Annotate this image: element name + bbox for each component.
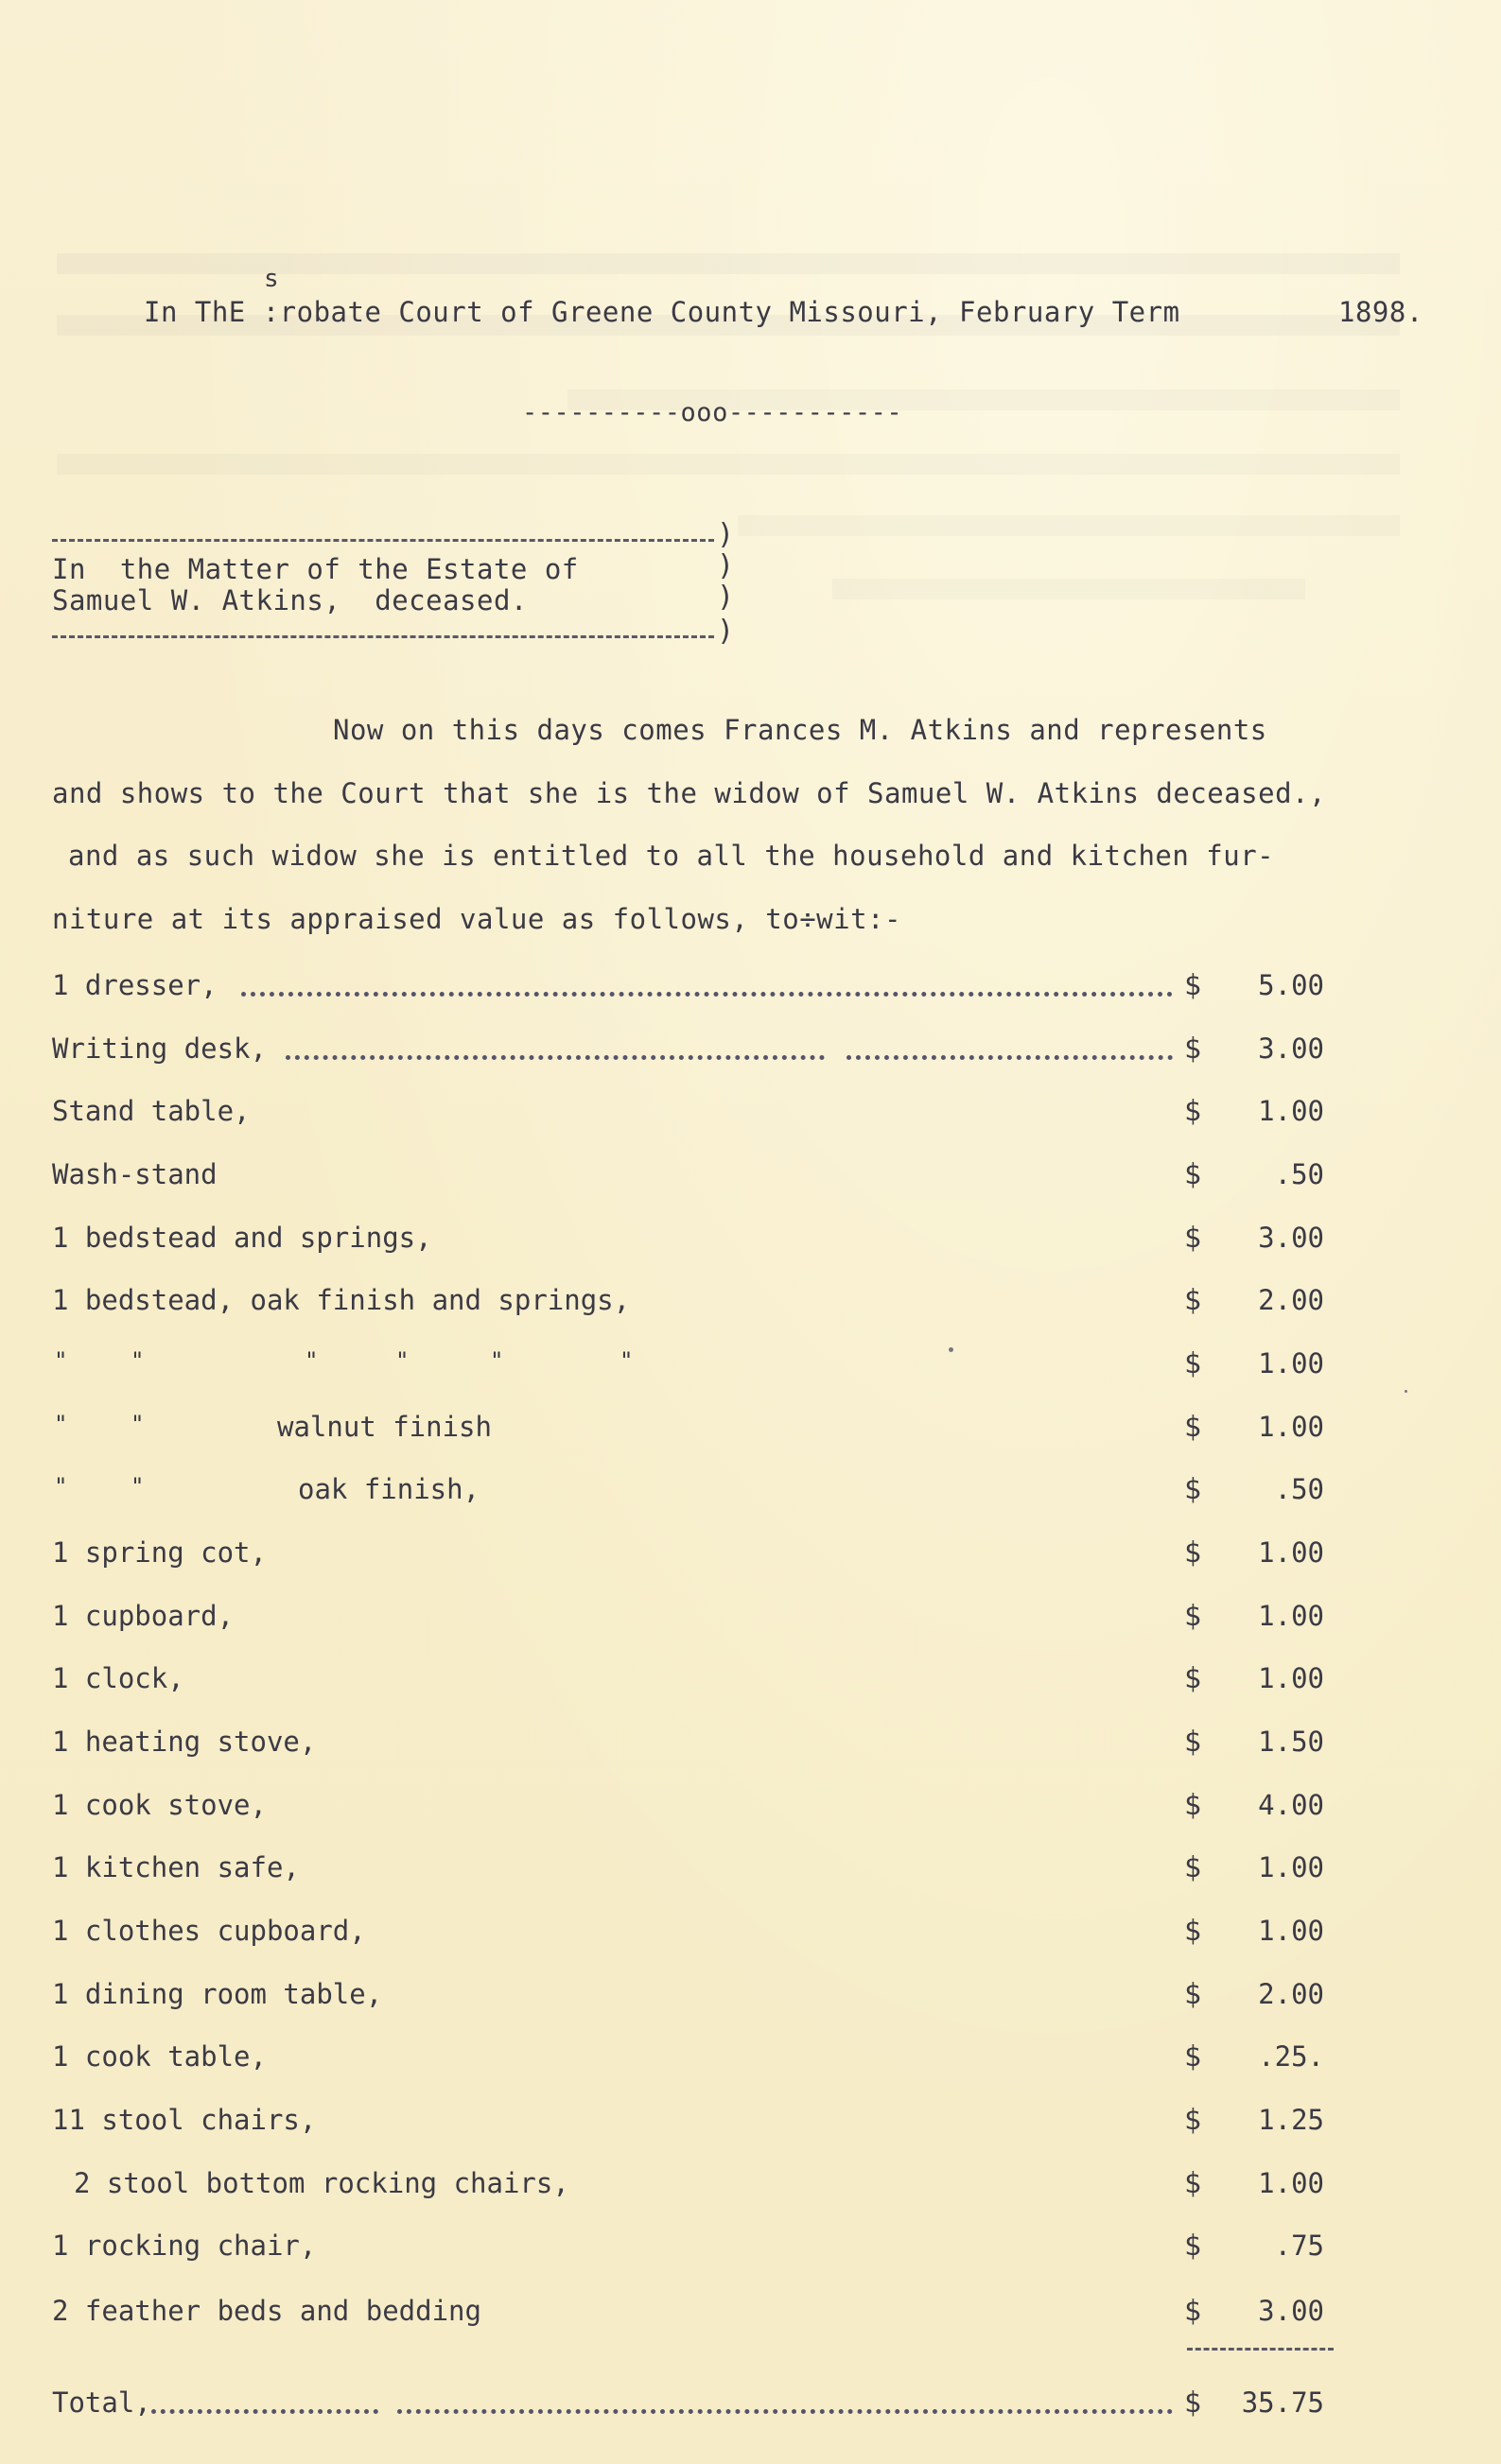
dollar-sign: $: [1184, 1662, 1202, 1695]
item-amount: 1.00: [1258, 1095, 1324, 1127]
caption-bracket: ): [717, 549, 735, 582]
caption-bracket: ): [717, 518, 735, 551]
item-label: 1 dining room table,: [52, 1978, 383, 2010]
caption-bracket: ): [717, 581, 735, 614]
item-amount: 1.25: [1258, 2104, 1324, 2136]
inventory-item: [0, 1600, 1501, 1638]
total-label: Total,: [52, 2386, 151, 2419]
ditto-mark: ": [131, 1347, 145, 1374]
inventory-item: [0, 2104, 1501, 2142]
caption-bracket: ): [717, 615, 735, 648]
stray-mark: s: [264, 265, 280, 293]
item-amount: .75: [1274, 2230, 1324, 2262]
inventory-item: [0, 1915, 1501, 1952]
dollar-sign: $: [1184, 2230, 1202, 2263]
item-amount: .25.: [1258, 2040, 1324, 2073]
ditto-mark: ": [54, 1411, 68, 1437]
dollar-sign: $: [1184, 2386, 1202, 2420]
dollar-sign: $: [1184, 1032, 1202, 1066]
caption-top-rule: [52, 539, 714, 542]
item-amount: 1.00: [1258, 1600, 1324, 1632]
ditto-mark: ": [490, 1347, 504, 1374]
item-label: 1 spring cot,: [52, 1536, 267, 1569]
dollar-sign: $: [1184, 1347, 1202, 1380]
item-amount: .50: [1274, 1158, 1324, 1190]
item-amount: 1.00: [1258, 1851, 1324, 1883]
dollar-sign: $: [1184, 2167, 1202, 2200]
section-separator: ----------ooo-----------: [522, 398, 903, 427]
dollar-sign: $: [1184, 2295, 1202, 2328]
body-line-4: niture at its appraised value as follows, to÷wit:-: [52, 903, 901, 935]
dollar-sign: $: [1184, 1158, 1202, 1191]
inventory-item: [0, 1411, 1501, 1449]
dollar-sign: $: [1184, 1915, 1202, 1948]
item-label: 1 cook table,: [52, 2040, 267, 2073]
dollar-sign: $: [1184, 1095, 1202, 1128]
ditto-mark: ": [131, 1411, 145, 1437]
item-label: 1 bedstead and springs,: [52, 1222, 432, 1254]
dollar-sign: $: [1184, 1978, 1202, 2011]
inventory-item: [0, 1851, 1501, 1889]
dot-leaders: [846, 1042, 1173, 1060]
item-label: 1 bedstead, oak finish and springs,: [52, 1284, 631, 1316]
item-amount: 2.00: [1258, 1978, 1324, 2010]
inventory-item: [0, 1032, 1501, 1070]
inventory-item: [0, 1536, 1501, 1574]
item-label: Writing desk,: [52, 1032, 267, 1065]
bleed-through-line: [832, 579, 1305, 599]
item-label: 1 heating stove,: [52, 1726, 317, 1758]
total-rule: [1187, 2348, 1334, 2351]
item-amount: 1.00: [1258, 1347, 1324, 1379]
ditto-mark: ": [620, 1347, 634, 1374]
dot-leaders: [241, 979, 1173, 997]
ditto-mark: ": [131, 1473, 145, 1500]
bleed-through-line: [738, 515, 1400, 536]
item-label: 1 clock,: [52, 1662, 184, 1694]
inventory-item: [0, 2230, 1501, 2267]
item-amount: 3.00: [1258, 1032, 1324, 1065]
total-row: [0, 2386, 1501, 2424]
inventory-item: [0, 1284, 1501, 1322]
caption-line-1: In the Matter of the Estate of: [52, 553, 579, 585]
item-label: 2 stool bottom rocking chairs,: [74, 2167, 569, 2199]
dollar-sign: $: [1184, 1600, 1202, 1633]
inventory-item: [0, 1978, 1501, 2016]
item-amount: 1.00: [1258, 1411, 1324, 1443]
court-term-year: 1898.: [1338, 296, 1423, 328]
item-amount: .50: [1274, 1473, 1324, 1505]
dot-leaders: [151, 2396, 378, 2414]
item-amount: 1.00: [1258, 2167, 1324, 2199]
body-line-2: and shows to the Court that she is the widow of Samuel W. Atkins deceased.,: [52, 777, 1326, 809]
dollar-sign: $: [1184, 1284, 1202, 1317]
item-label: Stand table,: [52, 1095, 251, 1127]
dollar-sign: $: [1184, 1411, 1202, 1444]
ditto-mark: ": [395, 1347, 410, 1374]
item-label: 2 feather beds and bedding: [52, 2295, 481, 2327]
item-amount: 1.00: [1258, 1662, 1324, 1694]
dollar-sign: $: [1184, 1851, 1202, 1884]
ditto-mark: ": [54, 1473, 68, 1500]
inventory-item: [0, 1473, 1501, 1511]
item-amount: 3.00: [1258, 1222, 1324, 1254]
item-label: 1 cook stove,: [52, 1789, 267, 1821]
item-amount: 3.00: [1258, 2295, 1324, 2327]
caption-line-2: Samuel W. Atkins, deceased.: [52, 584, 528, 616]
paper-speck: [1405, 1390, 1407, 1393]
inventory-item: [0, 1347, 1501, 1385]
item-amount: 1.50: [1258, 1726, 1324, 1758]
inventory-item: [0, 969, 1501, 1007]
bleed-through-line: [57, 253, 1400, 274]
inventory-item: [0, 2167, 1501, 2205]
inventory-item: [0, 1789, 1501, 1827]
dot-leaders: [397, 2396, 1173, 2414]
item-amount: 1.00: [1258, 1915, 1324, 1947]
item-label: oak finish,: [298, 1473, 480, 1505]
item-label: 1 clothes cupboard,: [52, 1915, 366, 1947]
ditto-mark: ": [305, 1347, 319, 1374]
body-line-3: and as such widow she is entitled to all the household and kitchen fur-: [68, 840, 1275, 872]
item-label: 1 kitchen safe,: [52, 1851, 300, 1883]
item-amount: 4.00: [1258, 1789, 1324, 1821]
inventory-item: [0, 1662, 1501, 1700]
body-line-1: Now on this days comes Frances M. Atkins and represents: [333, 714, 1267, 746]
inventory-item: [0, 1095, 1501, 1133]
dollar-sign: $: [1184, 969, 1202, 1002]
item-label: 11 stool chairs,: [52, 2104, 317, 2136]
item-amount: 5.00: [1258, 969, 1324, 1001]
dollar-sign: $: [1184, 1536, 1202, 1570]
inventory-item: [0, 1158, 1501, 1196]
bleed-through-line: [57, 454, 1400, 475]
ditto-mark: ": [54, 1347, 68, 1374]
caption-bottom-rule: [52, 635, 714, 638]
inventory-item: [0, 1726, 1501, 1763]
dollar-sign: $: [1184, 2040, 1202, 2074]
dollar-sign: $: [1184, 1473, 1202, 1506]
item-label: Wash-stand: [52, 1158, 218, 1190]
item-label: walnut finish: [277, 1411, 492, 1443]
court-heading: In ThE :robate Court of Greene County Missouri, February Term: [144, 296, 1180, 328]
dollar-sign: $: [1184, 1726, 1202, 1759]
inventory-item: [0, 1222, 1501, 1259]
inventory-item: [0, 2040, 1501, 2078]
dollar-sign: $: [1184, 2104, 1202, 2137]
item-amount: 2.00: [1258, 1284, 1324, 1316]
item-label: 1 rocking chair,: [52, 2230, 317, 2262]
item-label: 1 cupboard,: [52, 1600, 235, 1632]
paper-speck: [949, 1347, 953, 1352]
dot-leaders: [286, 1042, 825, 1060]
inventory-item: [0, 2295, 1501, 2333]
total-amount: 35.75: [1241, 2386, 1324, 2419]
dollar-sign: $: [1184, 1222, 1202, 1255]
item-label: 1 dresser,: [52, 969, 218, 1001]
item-amount: 1.00: [1258, 1536, 1324, 1569]
dollar-sign: $: [1184, 1789, 1202, 1822]
